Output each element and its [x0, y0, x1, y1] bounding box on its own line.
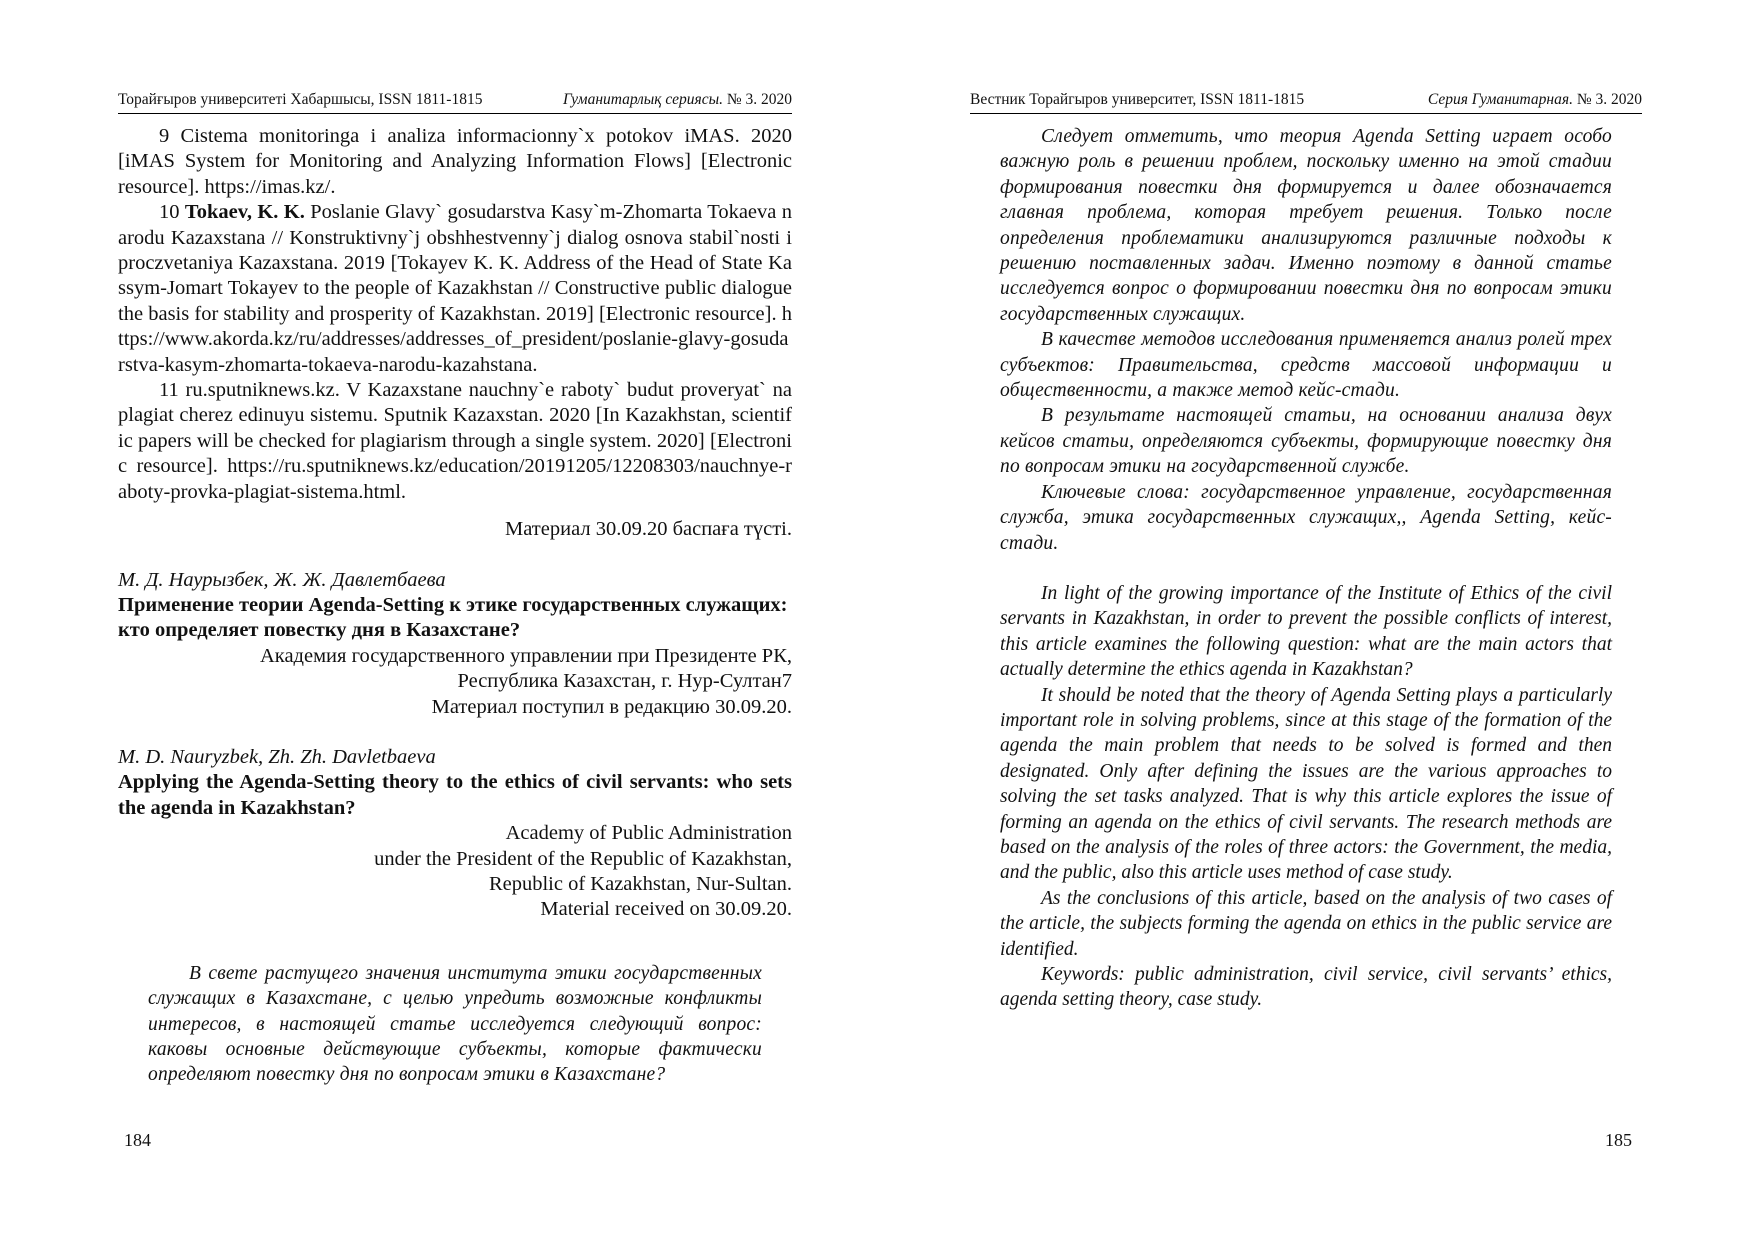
- en-affiliation-3: Republic of Kazakhstan, Nur-Sultan.: [488, 872, 792, 895]
- print-note: Материал 30.09.20 баспаға түсті.: [505, 518, 792, 541]
- en-abstract-paragraph-1: In light of the growing importance of the Institute of Ethics of the civil servants in Kazakhstan, in order to prevent the possible conflicts of interest, this article examines the following question: what are the main actors that actually determine the ethics agenda in Kazakhstan?: [1000, 582, 1612, 681]
- reference-10-number: 10: [159, 201, 180, 224]
- right-issue: № 3. 2020: [1576, 91, 1642, 108]
- en-affiliation-2: under the President of the Republic of Kazakhstan,: [374, 847, 792, 870]
- en-received: Material received on 30.09.20.: [540, 898, 792, 921]
- ru-abstract-paragraph-3: В результате настоящей статьи, на основании анализа двух кейсов статьи, определяются субъекты, формирующие повестку дня по вопросам этики на государственной службе.: [1000, 405, 1612, 478]
- en-keywords: Keywords: public administration, civil service, civil servants’ ethics, agenda setting theory, case study.: [1000, 964, 1612, 1011]
- abstract-ru-start: В свете растущего значения института этики государственных служащих в Казахстане, с целью упредить возможные конфликты интересов, в настоящей статье исследуется следующий вопрос: каковы основные действующие субъекты, которые фактически определяют повестку дня по вопросам этики в Казахстане?: [148, 962, 762, 1086]
- right-series-name: Серия Гуманитарная.: [1427, 91, 1573, 108]
- reference-10-text: Poslanie Glavy` gosudarstva Kasy`m-Zhomarta Tokaeva narodu Kazaxstana // Konstruktivny`j obshhestvenny`j dialog osnova stabil`nosti i proczvetaniya Kazaxstana. 2019 [Tokayev K. K. Address of the Head of State Kassym-Jomart Tokayev to the people of Kazakhstan // Constructive public dialogue the basis for stability and prosperity of Kazakhstan. 2019] [Electronic resource]. https://www.akorda.kz/ru/addresses/addresses_of_president/poslanie-glavy-gosudarstva-kasym-zhomarta-tokaeva-narodu-kazahstana.: [118, 201, 793, 376]
- left-journal-title: Торайғыров университеті Хабаршысы, ISSN 1811-1815: [118, 91, 483, 108]
- en-abstract-paragraph-3: As the conclusions of this article, based on the analysis of two cases of the article, the subjects forming the agenda on ethics in the public service are identified.: [1000, 887, 1612, 960]
- right-page: [970, 0, 1642, 1241]
- ru-authors: М. Д. Наурызбек, Ж. Ж. Давлетбаева: [118, 568, 446, 591]
- left-page: [118, 0, 792, 1241]
- ru-abstract-paragraph-1: Следует отметить, что теория Agenda Setting играет особо важную роль в решении проблем, поскольку именно на этой стадии формирования повестки дня формируется и далее обозначается главная проблема, которая требует решения. Только после определения проблематики анализируются различные подходы к решению поставленных задач. Именно поэтому в данной статье исследуется вопрос о формировании повестки дня по вопросам этики государственных служащих.: [1000, 126, 1612, 325]
- reference-11: 11 ru.sputniknews.kz. V Kazaxstane nauchny`e raboty` budut proveryat` na plagiat cherez edinuyu sistemu. Sputnik Kazaxstan. 2020 [In Kazakhstan, scientific papers will be checked for plagiarism through a single system. 2020] [Electronic resource]. https://ru.sputniknews.kz/education/20191205/12208303/nauchnye-raboty-provka-plagiat-sistema.html.: [118, 379, 792, 503]
- ru-keywords: Ключевые слова: государственное управление, государственная служба, этика государственных служащих,, Agenda Setting, кейс-стади.: [1000, 481, 1612, 554]
- en-article-title: Applying the Agenda-Setting theory to the ethics of civil servants: who sets the agenda in Kazakhstan?: [118, 771, 792, 819]
- ru-received: Материал поступил в редакцию 30.09.20.: [431, 695, 792, 718]
- en-abstract-paragraph-2: It should be noted that the theory of Agenda Setting plays a particularly important role in solving problems, since at this stage of the formation of the agenda the main problem that needs to be solved is formed and then designated. Only after defining the issues are the various approaches to solving the set tasks analyzed. That is why this article explores the issue of forming an agenda on the ethics of civil servants. The research methods are based on the analysis of the roles of three actors: the Government, the media, and the public, also this article uses method of case study.: [1000, 684, 1612, 884]
- ru-abstract-paragraph-2: В качестве методов исследования применяется анализ ролей трех субъектов: Правительства, средств массовой информации и общественности, а также метод кейс-стади.: [1000, 329, 1612, 402]
- ru-affiliation-1: Академия государственного управлении при Президенте РК,: [260, 644, 792, 667]
- right-series-info: [1428, 91, 1642, 109]
- right-page-number: 185: [1605, 1130, 1632, 1150]
- right-journal-title: Вестник Торайгыров университет, ISSN 1811-1815: [970, 91, 1305, 108]
- left-page-body: [118, 124, 792, 1088]
- left-page-number: 184: [124, 1130, 151, 1150]
- left-series-info: [563, 91, 792, 109]
- left-series-name: Гуманитарлық сериясы.: [563, 91, 723, 108]
- left-running-header: [118, 91, 792, 114]
- reference-10: [118, 200, 792, 378]
- right-page-body: [970, 124, 1642, 1013]
- right-running-header: [970, 91, 1642, 114]
- ru-article-title: Применение теории Agenda-Setting к этике государственных служащих: кто определяет повестку дня в Казахстане?: [118, 593, 788, 642]
- left-issue: № 3. 2020: [726, 91, 792, 108]
- reference-9: 9 Cistema monitoringa i analiza informacionny`x potokov iMAS. 2020 [iMAS System for Monitoring and Analyzing Information Flows] [Electronic resource]. https://imas.kz/.: [118, 125, 792, 198]
- en-authors: M. D. Nauryzbek, Zh. Zh. Davletbaeva: [118, 745, 436, 768]
- en-affiliation-1: Academy of Public Administration: [505, 822, 792, 845]
- ru-affiliation-2: Республика Казахстан, г. Нур-Султан7: [457, 670, 792, 693]
- reference-10-author: Tokaev, K. K.: [184, 201, 305, 224]
